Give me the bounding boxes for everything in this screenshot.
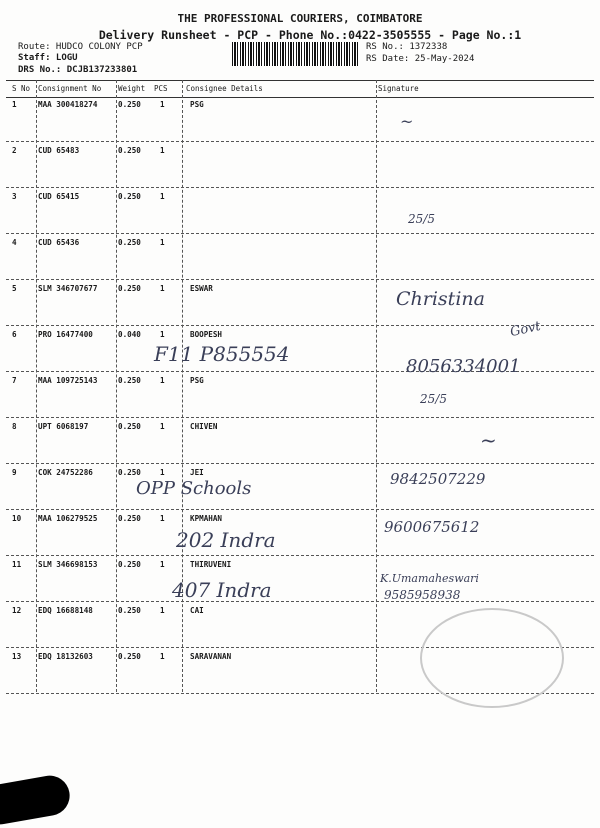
- col-signature: Signature: [378, 84, 419, 93]
- row-consignee: PSG: [190, 100, 204, 109]
- col-consignment: Consignment No: [38, 84, 102, 93]
- row-weight: 0.250: [118, 100, 141, 109]
- col-sno: S No: [12, 84, 31, 93]
- handwritten-name: Christina: [396, 288, 485, 310]
- drs-number: DRS No.: DCJB137233801: [18, 65, 138, 75]
- row-consignee: BOOPESH: [190, 330, 223, 339]
- rs-number: RS No.: 1372338: [366, 42, 448, 52]
- row-consignment-no: CUD 65436: [38, 238, 80, 247]
- handwritten-address: F11 P855554: [154, 342, 290, 366]
- row-sno: 6: [12, 330, 17, 339]
- row-pcs: 1: [160, 468, 165, 477]
- row-sno: 2: [12, 146, 17, 155]
- row-consignee: CAI: [190, 606, 204, 615]
- staff-label: Staff: LOGU: [18, 53, 78, 63]
- row-consignee: KPMAHAN: [190, 514, 223, 523]
- row-consignment-no: CUD 65415: [38, 192, 80, 201]
- row-weight: 0.250: [118, 652, 141, 661]
- col-weight: Weight: [118, 84, 146, 93]
- handwritten-landmark: OPP Schools: [136, 478, 252, 499]
- row-consignment-no: MAA 109725143: [38, 376, 98, 385]
- row-pcs: 1: [160, 376, 165, 385]
- row-pcs: 1: [160, 514, 165, 523]
- row-sno: 11: [12, 560, 22, 569]
- row-pcs: 1: [160, 652, 165, 661]
- row-pcs: 1: [160, 284, 165, 293]
- row-weight: 0.250: [118, 606, 141, 615]
- row-weight: 0.040: [118, 330, 141, 339]
- company-title: THE PROFESSIONAL COURIERS, COIMBATORE: [177, 12, 423, 25]
- row-weight: 0.250: [118, 238, 141, 247]
- handwritten-name: K.Umamaheswari: [380, 572, 479, 585]
- row-consignment-no: EDQ 18132603: [38, 652, 93, 661]
- row-pcs: 1: [160, 238, 165, 247]
- table-row: [6, 556, 594, 602]
- col-consignee: Consignee Details: [186, 84, 263, 93]
- col-pcs: PCS: [154, 84, 168, 93]
- route-label: Route: HUDCO COLONY PCP: [18, 42, 143, 52]
- table-row: [6, 510, 594, 556]
- row-sno: 4: [12, 238, 17, 247]
- row-pcs: 1: [160, 330, 165, 339]
- row-consignee: ESWAR: [190, 284, 213, 293]
- rs-date: RS Date: 25-May-2024: [366, 54, 475, 64]
- row-weight: 0.250: [118, 192, 141, 201]
- handwritten-phone: 8056334001: [406, 356, 521, 377]
- row-consignment-no: SLM 346707677: [38, 284, 98, 293]
- row-weight: 0.250: [118, 468, 141, 477]
- row-consignee: THIRUVENI: [190, 560, 232, 569]
- handwritten-date: 25/5: [408, 212, 435, 226]
- handwritten-phone: 9585958938: [384, 588, 461, 602]
- row-weight: 0.250: [118, 376, 141, 385]
- row-pcs: 1: [160, 560, 165, 569]
- row-sno: 12: [12, 606, 22, 615]
- table-row: [6, 142, 594, 188]
- row-pcs: 1: [160, 192, 165, 201]
- row-sno: 10: [12, 514, 22, 523]
- handwritten-address: 407 Indra: [172, 578, 272, 602]
- handwritten-phone: 9600675612: [384, 518, 480, 536]
- row-sno: 3: [12, 192, 17, 201]
- row-pcs: 1: [160, 606, 165, 615]
- table-row: [6, 418, 594, 464]
- row-sno: 1: [12, 100, 17, 109]
- row-sno: 7: [12, 376, 17, 385]
- row-consignee: SARAVANAN: [190, 652, 232, 661]
- row-consignment-no: SLM 346698153: [38, 560, 98, 569]
- table-row: [6, 280, 594, 326]
- row-sno: 13: [12, 652, 22, 661]
- row-consignee: PSG: [190, 376, 204, 385]
- row-pcs: 1: [160, 146, 165, 155]
- row-pcs: 1: [160, 422, 165, 431]
- row-weight: 0.250: [118, 514, 141, 523]
- stamp-mark: [420, 608, 564, 708]
- row-consignee: JEI: [190, 468, 204, 477]
- row-sno: 5: [12, 284, 17, 293]
- signature-scribble: ~: [480, 428, 497, 452]
- runsheet-subtitle: Delivery Runsheet - PCP - Phone No.:0422-3505555 - Page No.:1: [98, 28, 522, 42]
- table-row: [6, 372, 594, 418]
- handwritten-note: Govt: [508, 318, 543, 341]
- handwritten-address: 202 Indra: [176, 528, 276, 552]
- row-weight: 0.250: [118, 422, 141, 431]
- row-weight: 0.250: [118, 560, 141, 569]
- row-weight: 0.250: [118, 284, 141, 293]
- scan-shadow: [0, 772, 73, 827]
- row-consignment-no: COK 24752286: [38, 468, 93, 477]
- table-row: [6, 234, 594, 280]
- table-row: [6, 96, 594, 142]
- row-weight: 0.250: [118, 146, 141, 155]
- row-consignment-no: MAA 106279525: [38, 514, 98, 523]
- signature-scribble: ~: [400, 112, 414, 131]
- row-consignment-no: PRO 16477400: [38, 330, 93, 339]
- row-consignment-no: EDQ 16688148: [38, 606, 93, 615]
- row-consignment-no: MAA 300418274: [38, 100, 98, 109]
- row-pcs: 1: [160, 100, 165, 109]
- barcode: [232, 42, 360, 66]
- table-row: [6, 188, 594, 234]
- row-consignment-no: UPT 6068197: [38, 422, 89, 431]
- row-consignment-no: CUD 65483: [38, 146, 80, 155]
- table-row: [6, 464, 594, 510]
- row-sno: 8: [12, 422, 17, 431]
- handwritten-phone: 9842507229: [390, 470, 486, 488]
- row-sno: 9: [12, 468, 17, 477]
- row-consignee: CHIVEN: [190, 422, 218, 431]
- handwritten-date: 25/5: [420, 392, 447, 406]
